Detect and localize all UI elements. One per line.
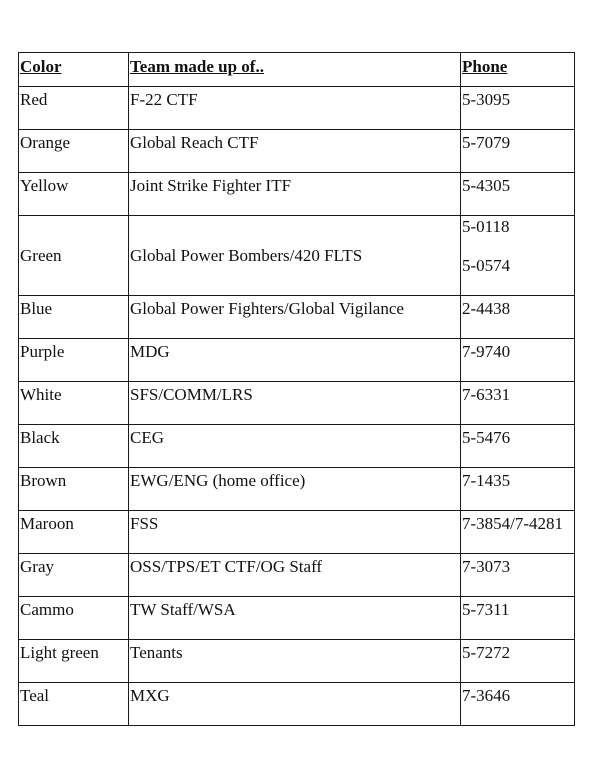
cell-color: Orange bbox=[19, 130, 129, 173]
cell-team: TW Staff/WSA bbox=[129, 597, 461, 640]
cell-team: CEG bbox=[129, 425, 461, 468]
cell-color: Blue bbox=[19, 296, 129, 339]
cell-team: Global Power Fighters/Global Vigilance bbox=[129, 296, 461, 339]
cell-phone: 7-3646 bbox=[461, 683, 575, 726]
header-team: Team made up of.. bbox=[129, 53, 461, 87]
cell-phone: 7-6331 bbox=[461, 382, 575, 425]
table-row bbox=[19, 640, 575, 683]
cell-team: Tenants bbox=[129, 640, 461, 683]
cell-team: FSS bbox=[129, 511, 461, 554]
cell-phone bbox=[461, 216, 575, 296]
cell-team: Global Power Bombers/420 FLTS bbox=[129, 216, 461, 296]
cell-team: SFS/COMM/LRS bbox=[129, 382, 461, 425]
cell-phone: 7-9740 bbox=[461, 339, 575, 382]
header-color: Color bbox=[19, 53, 129, 87]
cell-team: EWG/ENG (home office) bbox=[129, 468, 461, 511]
cell-color: Green bbox=[19, 216, 129, 296]
table-row bbox=[19, 597, 575, 640]
cell-team: MDG bbox=[129, 339, 461, 382]
cell-team: OSS/TPS/ET CTF/OG Staff bbox=[129, 554, 461, 597]
table-row bbox=[19, 468, 575, 511]
cell-color: Maroon bbox=[19, 511, 129, 554]
table-row bbox=[19, 87, 575, 130]
cell-phone: 7-3073 bbox=[461, 554, 575, 597]
cell-phone: 5-7272 bbox=[461, 640, 575, 683]
phone-number: 5-0118 bbox=[462, 217, 510, 236]
document-page bbox=[18, 52, 575, 726]
cell-phone: 2-4438 bbox=[461, 296, 575, 339]
table-row bbox=[19, 382, 575, 425]
table-row bbox=[19, 216, 575, 296]
cell-phone: 5-7079 bbox=[461, 130, 575, 173]
cell-color: Light green bbox=[19, 640, 129, 683]
cell-phone: 5-4305 bbox=[461, 173, 575, 216]
cell-color: White bbox=[19, 382, 129, 425]
cell-team: Global Reach CTF bbox=[129, 130, 461, 173]
cell-phone: 7-1435 bbox=[461, 468, 575, 511]
table-row bbox=[19, 130, 575, 173]
cell-color: Teal bbox=[19, 683, 129, 726]
cell-color: Gray bbox=[19, 554, 129, 597]
cell-phone: 7-3854/7-4281 bbox=[461, 511, 575, 554]
cell-team: MXG bbox=[129, 683, 461, 726]
table-row bbox=[19, 683, 575, 726]
cell-color: Black bbox=[19, 425, 129, 468]
table-row bbox=[19, 296, 575, 339]
table-header-row bbox=[19, 53, 575, 87]
table-row bbox=[19, 554, 575, 597]
phone-number: 5-0574 bbox=[462, 256, 511, 275]
header-phone: Phone bbox=[461, 53, 575, 87]
cell-color: Cammo bbox=[19, 597, 129, 640]
cell-phone: 5-3095 bbox=[461, 87, 575, 130]
cell-team: Joint Strike Fighter ITF bbox=[129, 173, 461, 216]
cell-phone: 5-5476 bbox=[461, 425, 575, 468]
cell-team: F-22 CTF bbox=[129, 87, 461, 130]
cell-color: Yellow bbox=[19, 173, 129, 216]
cell-color: Brown bbox=[19, 468, 129, 511]
cell-color: Red bbox=[19, 87, 129, 130]
cell-color: Purple bbox=[19, 339, 129, 382]
table-row bbox=[19, 511, 575, 554]
table-row bbox=[19, 173, 575, 216]
table-row bbox=[19, 339, 575, 382]
team-contact-table bbox=[18, 52, 575, 726]
table-row bbox=[19, 425, 575, 468]
cell-phone: 5-7311 bbox=[461, 597, 575, 640]
